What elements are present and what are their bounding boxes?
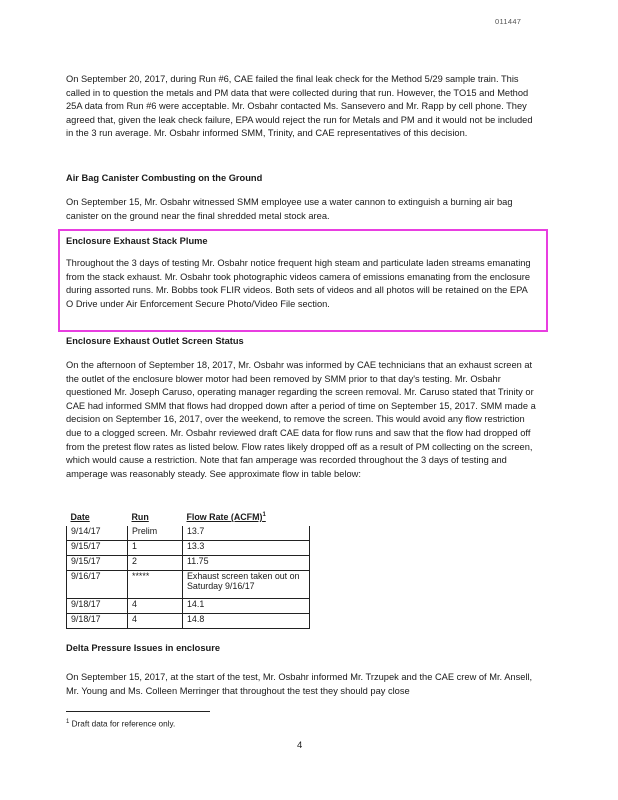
page-number: 4 xyxy=(297,740,303,751)
document-id: 011447 xyxy=(495,17,522,26)
cell-run: 4 xyxy=(128,614,183,629)
heading-stack-plume: Enclosure Exhaust Stack Plume xyxy=(66,236,208,246)
cell-flow: 13.7 xyxy=(183,526,310,541)
table-row xyxy=(67,556,310,571)
paragraph-outlet-screen: On the afternoon of September 18, 2017, Mr. Osbahr was informed by CAE technicians that an exhaust screen at the outlet of the enclosure blower motor had been removed by SMM prior to that day's testing. Mr. Osbahr questioned Mr. Joseph Caruso, operating manager regarding the screen removal. Mr. Caruso stated that Trinity or CAE had informed SMM that flows had dropped down after a period of time on September 15, 2017. SMM made a decision on September 16, 2017, over the weekend, to remove the screen. This would avoid any flow restriction due to a clogged screen. Mr. Osbahr reviewed draft CAE data for flow runs and saw that the flow had dropped off from the pretest flow rates as listed below. Flow rates likely dropped off as a result of PM collecting on the screen, which would cause a restriction. Note that fan amperage was recorded throughout the 3 days of testing and amperage was reasonably steady. See approximate flow in table below: xyxy=(66,360,536,479)
flow-rate-table xyxy=(66,512,310,629)
footnote-number: 1 xyxy=(66,719,70,725)
footnote xyxy=(66,719,175,729)
paragraph-delta-pressure: On September 15, 2017, at the start of the test, Mr. Osbahr informed Mr. Trzupek and the CAE crew of Mr. Ansell, Mr. Young and Ms. Colleen Merringer that throughout the test they should pay close xyxy=(66,672,533,696)
cell-date: 9/15/17 xyxy=(67,541,128,556)
table-header-row xyxy=(67,512,310,526)
header-date: Date xyxy=(70,512,90,522)
table-row xyxy=(67,541,310,556)
cell-run: Prelim xyxy=(128,526,183,541)
paragraph-air-bag: On September 15, Mr. Osbahr witnessed SMM employee use a water cannon to extinguish a burning air bag canister on the ground near the final shredded metal stock area. xyxy=(66,197,513,221)
cell-date: 9/15/17 xyxy=(67,556,128,571)
cell-flow: 14.1 xyxy=(183,599,310,614)
cell-run: ***** xyxy=(128,571,183,599)
heading-air-bag: Air Bag Canister Combusting on the Ground xyxy=(66,173,263,183)
cell-date: 9/18/17 xyxy=(67,599,128,614)
cell-date: 9/18/17 xyxy=(67,614,128,629)
table-row xyxy=(67,526,310,541)
cell-date: 9/14/17 xyxy=(67,526,128,541)
cell-run: 1 xyxy=(128,541,183,556)
header-run: Run xyxy=(131,512,149,522)
footnote-text: Draft data for reference only. xyxy=(71,719,176,729)
cell-flow: Exhaust screen taken out on Saturday 9/16/17 xyxy=(183,571,310,599)
heading-delta-pressure: Delta Pressure Issues in enclosure xyxy=(66,643,220,653)
footnote-ref: 1 xyxy=(262,512,266,519)
cell-flow: 14.8 xyxy=(183,614,310,629)
table-row xyxy=(67,571,310,599)
heading-outlet-screen: Enclosure Exhaust Outlet Screen Status xyxy=(66,336,244,346)
cell-date: 9/16/17 xyxy=(67,571,128,599)
table-row xyxy=(67,599,310,614)
paragraph-run6: On September 20, 2017, during Run #6, CAE failed the final leak check for the Method 5/29 sample train. This called in to question the metals and PM data that were collected during that run. However, the TO15 and Method 25A data from Run #6 were acceptable. Mr. Osbahr contacted Ms. Sansevero and Mr. Rapp by cell phone. They agreed that, given the leak check failure, EPA would reject the run for Metals and PM and it would not be included in the 3 run average. Mr. Osbahr informed SMM, Trinity, and CAE representatives of this decision. xyxy=(66,74,533,139)
cell-run: 2 xyxy=(128,556,183,571)
cell-flow: 13.3 xyxy=(183,541,310,556)
header-flow-rate-label: Flow Rate (ACFM) xyxy=(186,512,263,522)
footnote-divider xyxy=(66,711,210,712)
cell-run: 4 xyxy=(128,599,183,614)
cell-flow: 11.75 xyxy=(183,556,310,571)
table-row xyxy=(67,614,310,629)
header-flow-rate xyxy=(183,512,310,526)
paragraph-stack-plume: Throughout the 3 days of testing Mr. Osbahr notice frequent high steam and particulate laden streams emanating from the stack exhaust. Mr. Osbahr took photographic videos camera of emissions emanating from the enclosure during assorted runs. Mr. Bobbs took FLIR videos. Both sets of videos and all photos will be retained on the EPA O Drive under Air Enforcement Secure Photo/Video File section. xyxy=(66,258,531,309)
